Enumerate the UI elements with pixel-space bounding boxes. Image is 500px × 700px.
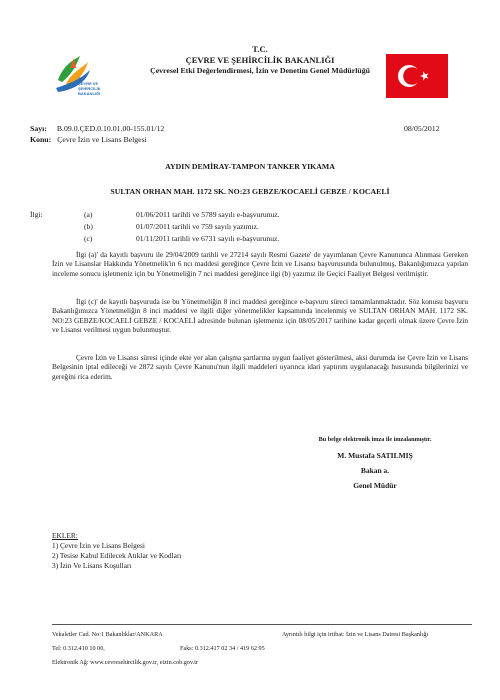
ekler-section: [52, 531, 181, 571]
sayi-label: Sayı:: [30, 124, 47, 133]
turkish-flag-icon: [386, 54, 448, 98]
ekler-label: EKLER:: [52, 531, 78, 540]
footer-divider: [52, 624, 472, 625]
footer-web: Elektronik Ağ: www.cevresehircilik.gov.tr, eizin.cob.gov.tr: [52, 659, 198, 666]
company-title: AYDIN DEMİRAY-TAMPON TANKER YIKAMA: [165, 162, 335, 171]
body-paragraph-3: Çevre İzin ve Lisansı süresi içinde ekte yer alan çalışma şartlarına uygun faaliyet gösterilmesi, aksi durumda ise Çevre İzin ve Lisans Belgesinin iptal edileceği ve 2872 sayılı Çevre Kanunu'nun ilgili maddeleri uyarınca idari yaptırım uygulanacağı hususunda bilgilerinizi ve gereğini rica ederim.: [52, 353, 468, 381]
ilgi-text-c: 01/11/2011 tarihli ve 6731 sayılı e-başvurunuz.: [136, 234, 280, 243]
ilgi-text-b: 01/07/2011 tarihli ve 759 sayılı yazımız.: [136, 222, 259, 231]
logo-text-3: BAKANLIĞI: [78, 91, 101, 96]
sayi-row: [30, 124, 164, 133]
turkish-flag: [386, 54, 448, 98]
ilgi-key-c: (c): [84, 234, 93, 243]
ekler-item: 1) Çevre İzin ve Lisans Belgesi: [52, 541, 145, 550]
body-paragraph-1: İlgi (a)' da kayıtlı başvuru ile 29/04/2009 tarihli ve 27214 sayılı Resmi Gazete' de yayımlanan Çevre Kanununca Alınması Gereken İzin ve Lisanslar Hakkında Yönetmelik'in 6 ncı maddesi gereğince Çevre İzin ve Lisansı başvurusunda bulunulmuş, Bakanlığımızca yapılan inceleme sonucu işletmeniz için bu Yönetmeliğin 7 nci maddesi gereğince ilgi (b) yazımız ile Geçici Faaliyet Belgesi verilmiştir.: [52, 250, 468, 278]
header-tc: T.C.: [252, 44, 268, 54]
header-ministry: ÇEVRE VE ŞEHİRCİLİK BAKANLIĞI: [185, 55, 335, 65]
ministry-logo: [50, 50, 114, 106]
sayi-value: B.09.0.ÇED.0.10.01.00-155.01/12: [56, 124, 165, 133]
logo-text-2: ÇEVRE VE ŞEHİRCİLİK: [78, 81, 101, 91]
signatory-name: M. Mustafa SATILMIŞ: [337, 451, 413, 460]
body-paragraph-2: İlgi (c)' de kayıtlı başvuruda ise bu Yönetmeliğin 8 inci maddesi gereğince e-başvuru süreci tamamlanmaktadır. Söz konusu başvuru Bakanlığımızca Yönetmeliğin 8 inci maddesi ve ilgili diğer yönetmelikler kapsamında incelenmiş ve SULTAN ORHAN MAH. 1172 SK. NO:23 GEBZE/KOCAELİ GEBZE / KOCAELİ adresinde bulunan işletmeniz için 08/05/2017 tarihine kadar geçerli olmak üzere Çevre İzin ve Lisansı verilmesi uygun bulunmuştur.: [52, 297, 468, 335]
logo-text-1: T.C.: [78, 76, 86, 81]
ilgi-key-b: (b): [84, 222, 93, 231]
footer-address: Vekaletler Cad. No:1 Bakanlıklar/ANKARA: [52, 631, 163, 638]
ekler-item: 3) İzin Ve Lisans Koşulları: [52, 561, 132, 570]
header-directorate: Çevresel Etki Değerlendirmesi, İzin ve Denetim Genel Müdürlüğü: [150, 66, 370, 75]
signatory-title-2: Genel Müdür: [353, 481, 397, 490]
konu-value: Çevre İzin ve Lisans Belgesi: [57, 135, 147, 144]
signatory-title-1: Bakan a.: [360, 466, 390, 475]
footer-tel: Tel: 0.312.410 10 00,: [52, 645, 105, 652]
e-signature-note: Bu belge elektronik imza ile imzalanmıştır.: [318, 436, 432, 443]
footer-contact: Ayrıntılı bilgi için irtibat: İzin ve Lisans Dairesi Başkanlığı: [282, 631, 429, 638]
konu-label: Konu:: [30, 135, 52, 144]
ilgi-label: İlgi:: [30, 210, 43, 219]
document-date: 08/05/2012: [404, 124, 440, 133]
company-address: SULTAN ORHAN MAH. 1172 SK. NO:23 GEBZE/KOCAELİ GEBZE / KOCAELİ: [110, 187, 390, 196]
ekler-item: 2) Tesise Kabul Edilecek Atıklar ve Kodları: [52, 551, 182, 560]
ilgi-key-a: (a): [84, 210, 93, 219]
footer-fax: Faks: 0.312.417 02 34 / 419 62 95: [180, 645, 265, 652]
ilgi-text-a: 01/06/2011 tarihli ve 5789 sayılı e-başvurunuz.: [136, 210, 280, 219]
konu-row: [30, 135, 147, 144]
